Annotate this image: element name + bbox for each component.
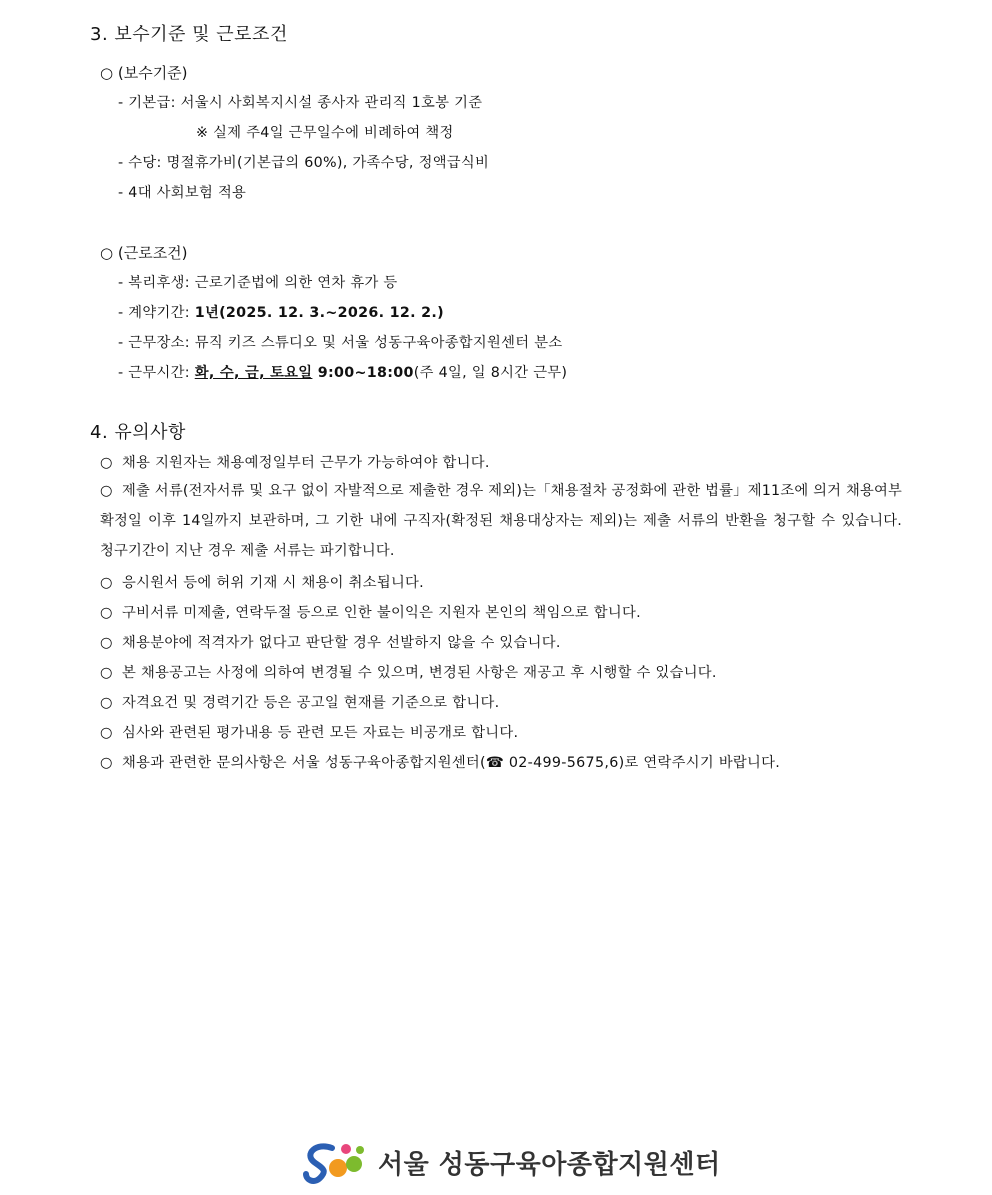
work-item-hours — [118, 362, 567, 382]
contract-label: - 계약기간: — [118, 305, 195, 321]
notice-item: ○ 채용분야에 적격자가 없다고 판단할 경우 선발하지 않을 수 있습니다. — [100, 635, 561, 651]
work-item-contract — [118, 302, 444, 322]
notice-item: ○ 채용 지원자는 채용예정일부터 근무가 가능하여야 합니다. — [100, 455, 490, 471]
notice-item: ○ 채용과 관련한 문의사항은 서울 성동구육아종합지원센터(☎ 02-499-5675,6)로 연락주시기 바랍니다. — [100, 755, 781, 771]
circle-bullet-icon: ○ — [100, 635, 113, 651]
circle-bullet-icon: ○ — [100, 695, 113, 711]
pay-item-note: ※ 실제 주4일 근무일수에 비례하여 책정 — [196, 125, 454, 141]
footer-logo — [302, 1140, 721, 1184]
hours-time: 9:00~18:00 — [312, 365, 414, 381]
hours-note: (주 4일, 일 8시간 근무) — [413, 365, 568, 381]
contract-value: 1년(2025. 12. 3.~2026. 12. 2.) — [194, 305, 444, 321]
notice-item: ○ 본 채용공고는 사정에 의하여 변경될 수 있으며, 변경된 사항은 재공고 후 시행할 수 있습니다. — [100, 665, 717, 681]
pay-item-base: - 기본급: 서울시 사회복지시설 종사자 관리직 1호봉 기준 — [118, 95, 483, 111]
work-heading: ○ (근로조건) — [100, 244, 188, 262]
notice-item: ○ 구비서류 미제출, 연락두절 등으로 인한 불이익은 지원자 본인의 책임으로 합니다. — [100, 605, 641, 621]
circle-bullet-icon: ○ — [100, 455, 113, 471]
notice-item: ○ 제출 서류(전자서류 및 요구 없이 자발적으로 제출한 경우 제외)는「채용절차 공정화에 관한 법률」제11조에 의거 채용여부 확정일 이후 14일까지 보관하며, 그 기한 내에 구직자(확정된 채용대상자는 제외)는 제출 서류의 반환을 청구할 수 있습니다. 청구기간이 지난 경우 제출 서류는 파기합니다. — [100, 476, 902, 566]
pay-item-allowance: - 수당: 명절휴가비(기본급의 60%), 가족수당, 정액급식비 — [118, 155, 490, 171]
organization-name: 서울 성동구육아종합지원센터 — [378, 1149, 721, 1180]
hours-label: - 근무시간: — [118, 365, 195, 381]
section-3-title: 3. 보수기준 및 근로조건 — [90, 24, 288, 45]
notice-item: ○ 응시원서 등에 허위 기재 시 채용이 취소됩니다. — [100, 575, 425, 591]
circle-bullet-icon: ○ — [100, 755, 113, 771]
circle-bullet-icon: ○ — [100, 483, 113, 499]
circle-bullet-icon: ○ — [100, 725, 113, 741]
circle-bullet-icon: ○ — [100, 575, 113, 591]
seongdong-logo-icon — [302, 1140, 372, 1184]
hours-days: 화, 수, 금, 토요일 — [194, 365, 313, 381]
work-item-place: - 근무장소: 뮤직 키즈 스튜디오 및 서울 성동구육아종합지원센터 분소 — [118, 335, 563, 351]
work-item-welfare: - 복리후생: 근로기준법에 의한 연차 휴가 등 — [118, 275, 398, 291]
pay-item-insurance: - 4대 사회보험 적용 — [118, 185, 247, 201]
section-4-title: 4. 유의사항 — [90, 422, 186, 443]
notice-item: ○ 심사와 관련된 평가내용 등 관련 모든 자료는 비공개로 합니다. — [100, 725, 519, 741]
circle-bullet-icon: ○ — [100, 605, 113, 621]
pay-heading: ○ (보수기준) — [100, 64, 188, 82]
notice-item: ○ 자격요건 및 경력기간 등은 공고일 현재를 기준으로 합니다. — [100, 695, 500, 711]
circle-bullet-icon: ○ — [100, 665, 113, 681]
